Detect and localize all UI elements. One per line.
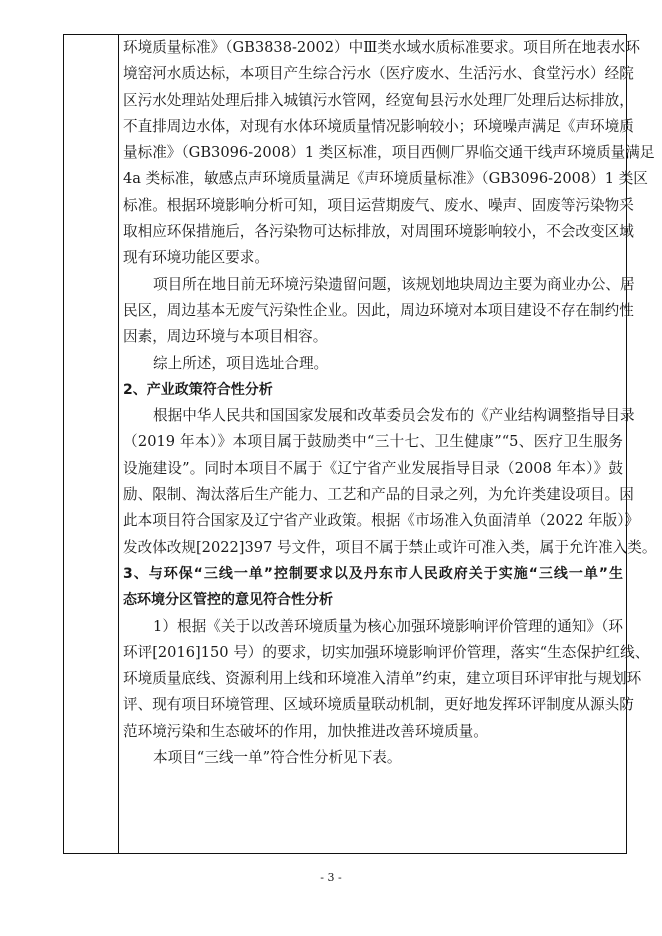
text-line: 态环境分区管控的意见符合性分析 [123, 592, 333, 609]
paragraph [123, 403, 657, 561]
table-content-cell [123, 35, 657, 771]
text-line: 环评[2016]150 号）的要求，切实加强环境影响评价管理，落实“生态保护红线、 [123, 643, 650, 661]
text-line: 标准。根据环境影响分析可知，项目运营期废气、废水、噪声、固废等污染物采 [123, 196, 634, 214]
text-line: 设施建设”。同时本项目不属于《辽宁省产业发展指导目录（2008 年本）》鼓 [123, 459, 623, 477]
text-line: 不直排周边水体，对现有水体环境质量情况影响较小；环境噪声满足《声环境质 [123, 117, 634, 135]
text-line: 综上所述，项目选址合理。 [153, 354, 329, 372]
section-heading [123, 561, 623, 614]
text-line: 发改体改规[2022]397 号文件，项目不属于禁止或许可准入类，属于允许准入类。 [123, 538, 657, 556]
text-line: 此本项目符合国家及辽宁省产业政策。根据《市场准入负面清单（2022 年版）》 [123, 512, 640, 530]
text-line: 境窑河水质达标，本项目产生综合污水（医疗废水、生活污水、食堂污水）经院 [123, 65, 634, 83]
text-line: 现有环境功能区要求。 [123, 249, 269, 267]
text-line: 量标准》（GB3096-2008）1 类区标准，项目西侧厂界临交通干线声环境质量满足 [123, 144, 655, 162]
text-line: 1）根据《关于以改善环境质量为核心加强环境影响评价管理的通知》（环 [153, 617, 623, 635]
text-line: 范环境污染和生态破坏的作用，加快推进改善环境质量。 [123, 722, 488, 740]
text-line: 环境质量标准》（GB3838-2002）中Ⅲ类水域水质标准要求。项目所在地表水环 [123, 39, 640, 56]
text-line: 取相应环保措施后，各污染物可达标排放，对周围环境影响较小，不会改变区域 [123, 223, 634, 241]
paragraph [123, 35, 655, 272]
text-line: 励、限制、淘汰落后生产能力、工艺和产品的目录之列，为允许类建设项目。因 [123, 486, 634, 504]
text-line: 项目所在地目前无环境污染遗留问题，该规划地块周边主要为商业办公、居 [153, 275, 635, 293]
paragraph [123, 745, 623, 771]
paragraph [123, 272, 635, 351]
text-line: 民区，周边基本无废气污染性企业。因此，周边环境对本项目建设不存在制约性 [123, 301, 634, 319]
paragraph [123, 351, 623, 377]
column-divider [118, 35, 119, 853]
text-line: 2、产业政策符合性分析 [123, 381, 273, 398]
text-line: 4a 类标准，敏感点声环境质量满足《声环境质量标准》（GB3096-2008）1 类区 [123, 170, 648, 188]
text-line: 环境质量底线、资源利用上线和环境准入清单”约束，建立项目环评审批与规划环 [123, 670, 642, 688]
text-line: 本项目“三线一单”符合性分析见下表。 [153, 749, 402, 767]
text-line: （2019 年本）》本项目属于鼓励类中“三十七、卫生健康”“5、医疗卫生服务 [123, 433, 623, 451]
document-table [63, 34, 657, 854]
text-line: 评、现有项目环境管理、区域环境质量联动机制，更好地发挥环评制度从源头防 [123, 696, 634, 714]
text-line: 区污水处理站处理后排入城镇污水管网，经宽甸县污水处理厂处理后达标排放， [123, 91, 634, 109]
text-line: 根据中华人民共和国国家发展和改革委员会发布的《产业结构调整指导目录 [153, 407, 635, 425]
page-number: - 3 - [320, 871, 342, 884]
section-heading [123, 377, 623, 403]
text-line: 3、与环保“三线一单”控制要求以及丹东市人民政府关于实施“三线一单”生 [123, 565, 623, 582]
paragraph [123, 614, 650, 745]
text-line: 因素，周边环境与本项目相容。 [123, 328, 328, 346]
